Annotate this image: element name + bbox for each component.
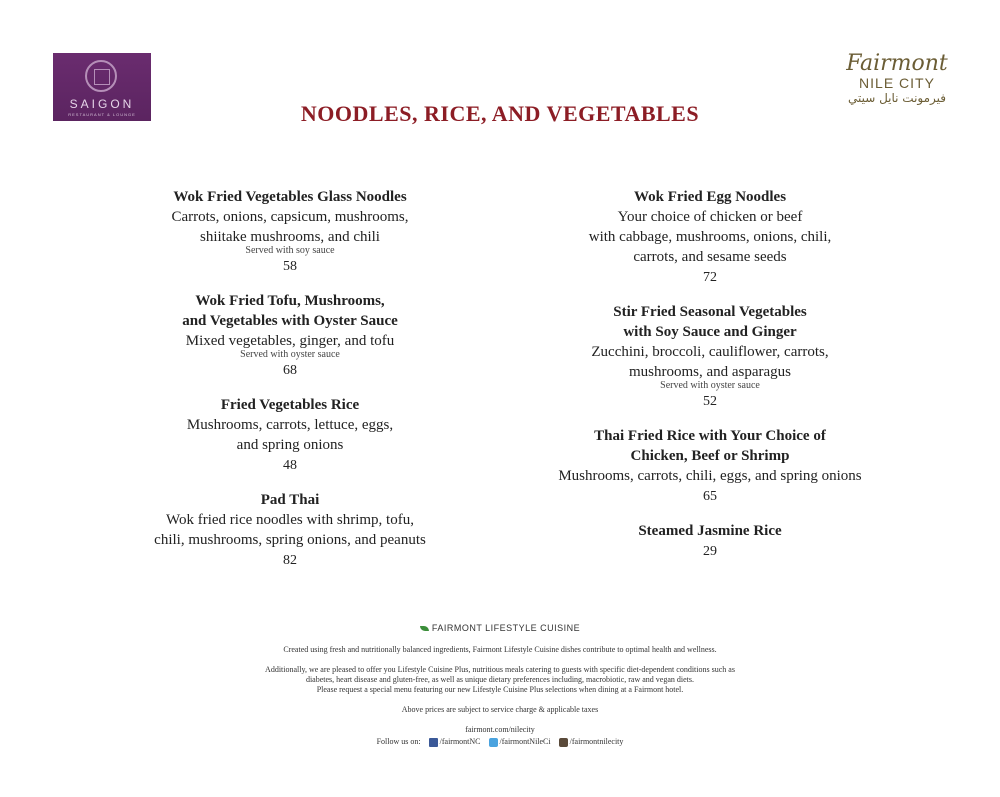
fairmont-arabic: فيرمونت نايل سيتي [847,91,947,105]
leaf-icon [420,626,429,631]
item-name: Pad Thai [260,492,320,508]
footer-paragraph: Please request a special menu featuring our new Lifestyle Cuisine Plus selections when dining at a Fairmont hotel. [316,685,684,694]
emblem-icon [85,60,117,92]
menu-item [115,395,465,475]
item-price: 72 [703,270,717,285]
item-description: Mixed vegetables, ginger, and tofu [185,333,395,349]
menu-column-left [115,187,465,585]
item-description: Mushrooms, carrots, chili, eggs, and spring onions [558,468,862,484]
item-name: Wok Fried Tofu, Mushrooms, [195,293,385,309]
item-description: carrots, and sesame seeds [633,249,787,265]
menu-item [115,490,465,570]
item-name: Wok Fried Vegetables Glass Noodles [173,189,407,205]
lifestyle-cuisine-line [150,623,850,633]
item-description: chili, mushrooms, spring onions, and peanuts [154,532,426,548]
facebook-link[interactable]: /fairmontNC [439,737,481,746]
fairmont-city: NILE CITY [859,75,935,91]
footer-paragraph: Additionally, we are pleased to offer you Lifestyle Cuisine Plus, nutritious meals catering to guests with specific diet-dependent conditions such as [265,665,735,674]
menu-item [115,187,465,276]
instagram-icon[interactable] [559,738,568,747]
item-name: Wok Fried Egg Noodles [633,189,787,205]
item-price: 65 [703,489,717,504]
item-name: and Vegetables with Oyster Sauce [182,313,398,329]
item-price: 29 [703,544,717,559]
item-description: Wok fried rice noodles with shrimp, tofu, [166,512,414,528]
item-note: Served with soy sauce [245,245,335,256]
twitter-link[interactable]: /fairmontNileCi [499,737,551,746]
social-links [150,737,850,747]
menu-item [525,302,895,411]
footer-paragraph: Created using fresh and nutritionally balanced ingredients, Fairmont Lifestyle Cuisine dishes contribute to optimal health and wellness. [283,645,717,654]
saigon-brand: SAIGON [69,97,135,111]
saigon-tagline: RESTAURANT & LOUNGE [68,112,136,117]
item-name: with Soy Sauce and Ginger [623,324,797,340]
menu-item [115,291,465,380]
footer-paragraph: diabetes, heart disease and gluten-free, as well as unique dietary preferences including, macrobiotic, raw and vegan diets. [305,675,695,684]
item-price: 82 [283,553,297,568]
item-name: Steamed Jasmine Rice [638,523,782,539]
item-description: Mushrooms, carrots, lettuce, eggs, [186,417,394,433]
twitter-icon[interactable] [489,738,498,747]
follow-label: Follow us on: [376,737,421,746]
menu-item [525,521,895,561]
item-name: Chicken, Beef or Shrimp [630,448,790,464]
website-link[interactable]: fairmont.com/nilecity [465,725,535,734]
item-description: with cabbage, mushrooms, onions, chili, [588,229,832,245]
facebook-icon[interactable] [429,738,438,747]
item-description: Zucchini, broccoli, cauliflower, carrots, [591,344,829,360]
fairmont-script: Fairmont [846,51,948,76]
item-description: mushrooms, and asparagus [628,364,792,380]
instagram-link[interactable]: /fairmontnilecity [569,737,624,746]
item-note: Served with oyster sauce [660,380,760,391]
item-price: 68 [283,363,297,378]
menu-item [525,426,895,506]
lifestyle-cuisine-label: FAIRMONT LIFESTYLE CUISINE [431,623,581,633]
item-description: shiitake mushrooms, and chili [200,229,380,245]
item-name: Fried Vegetables Rice [220,397,360,413]
item-note: Served with oyster sauce [240,349,340,360]
item-description: Carrots, onions, capsicum, mushrooms, [171,209,409,225]
item-price: 58 [283,259,297,274]
item-name: Stir Fried Seasonal Vegetables [613,304,807,320]
item-description: and spring onions [236,437,344,453]
footer [150,623,850,747]
item-price: 52 [703,394,717,409]
item-price: 48 [283,458,297,473]
prices-note: Above prices are subject to service charge & applicable taxes [401,705,599,714]
page-title: NOODLES, RICE, AND VEGETABLES [300,101,700,126]
item-name: Thai Fried Rice with Your Choice of [594,428,826,444]
menu-column-right [525,187,895,576]
item-description: Your choice of chicken or beef [617,209,803,225]
menu-item [525,187,895,287]
